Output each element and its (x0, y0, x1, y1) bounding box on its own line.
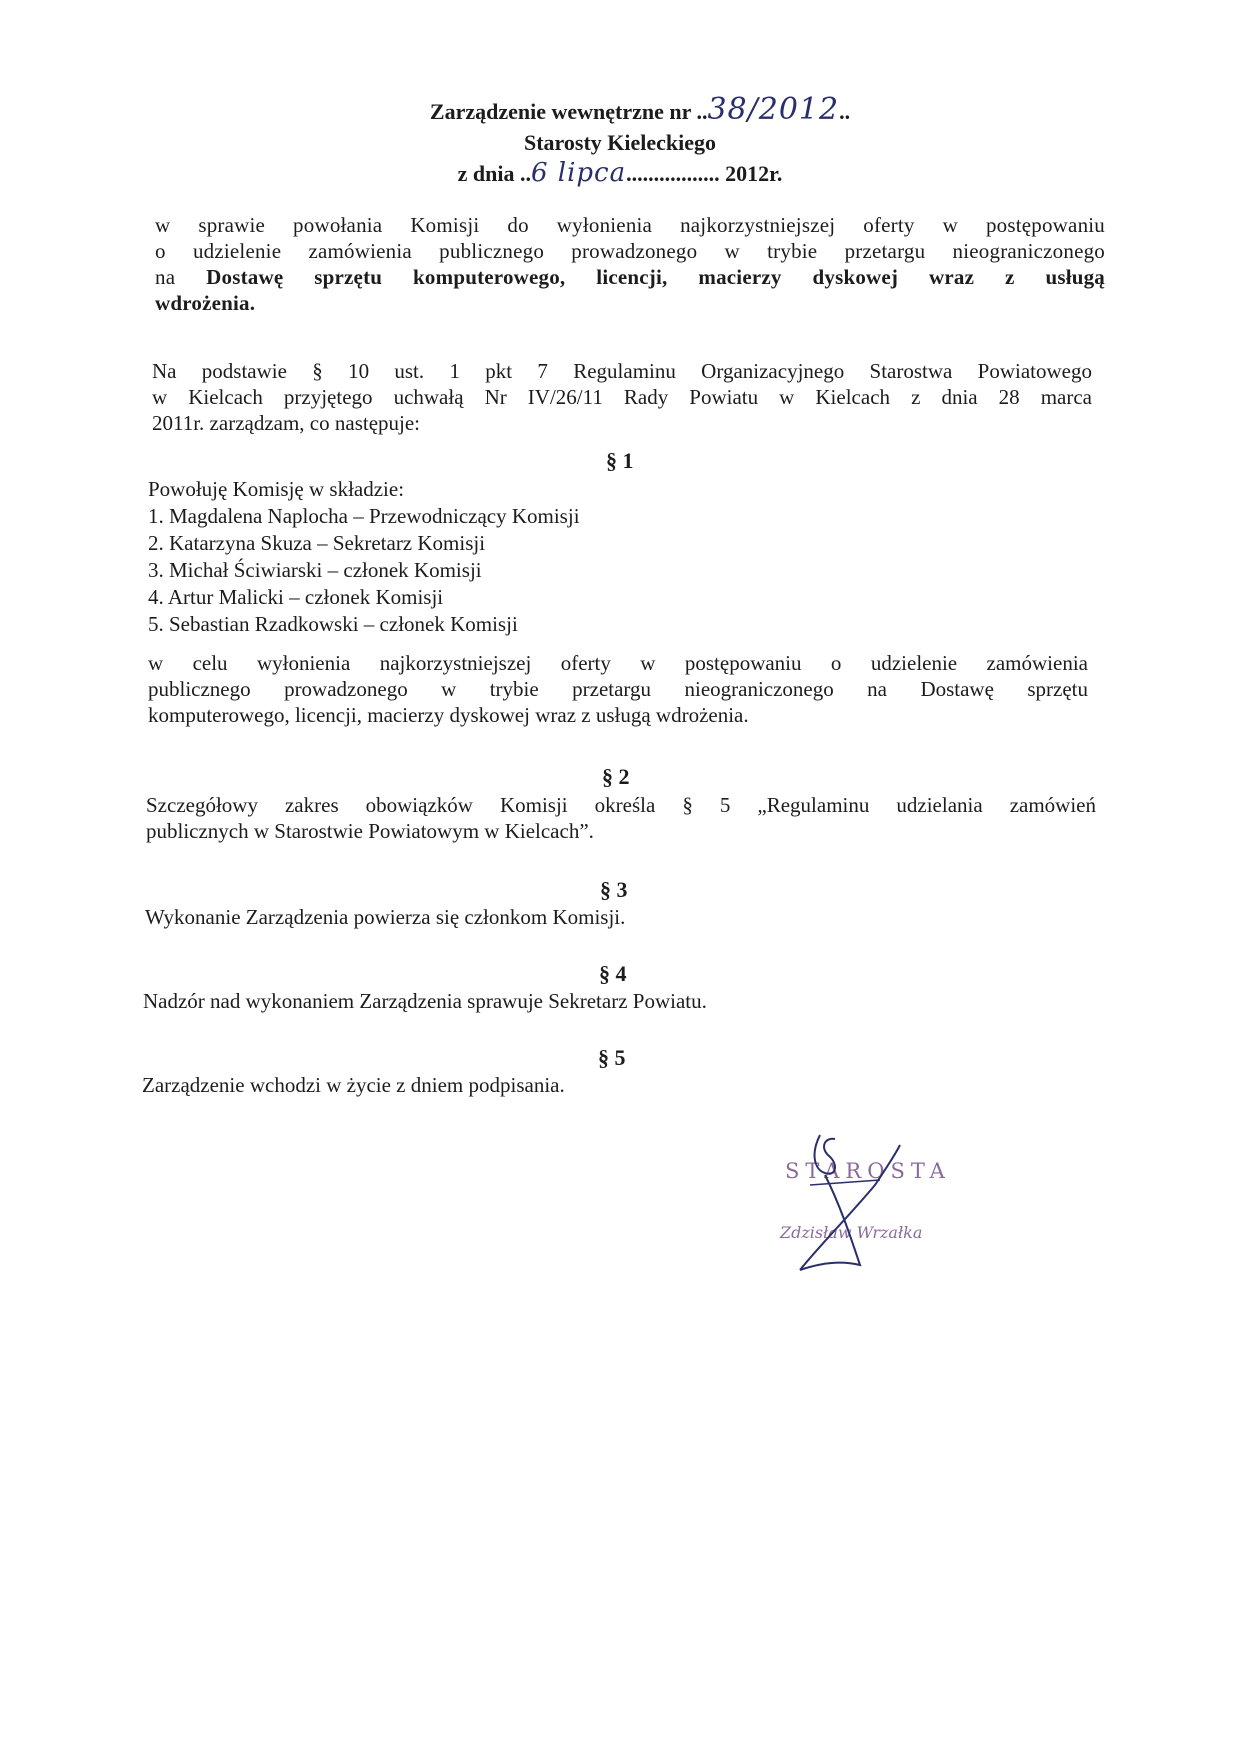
list-item: 4. Artur Malicki – członek Komisji (148, 585, 444, 609)
section-1-heading: § 1 (606, 448, 634, 473)
section-5-text: Zarządzenie wchodzi w życie z dniem podpisania. (142, 1073, 565, 1097)
subject-line-4: wdrożenia. (155, 291, 256, 315)
purpose-line-3: komputerowego, licencji, macierzy dyskowej wraz z usługą wdrożenia. (148, 703, 749, 727)
stamp-title: STAROSTA (785, 1159, 951, 1183)
basis-line-1: Na podstawie § 10 ust. 1 pkt 7 Regulaminu Organizacyjnego Starostwa Powiatowego (152, 359, 1092, 383)
subject-paragraph (155, 212, 1105, 316)
section-5-heading: § 5 (598, 1045, 626, 1070)
title-suffix: .. (839, 99, 851, 124)
basis-line-3: 2011r. zarządzam, co następuje: (152, 411, 421, 435)
section-4-heading: § 4 (599, 961, 627, 986)
subject-line-3 (155, 264, 1105, 290)
section-2-line-1: Szczegółowy zakres obowiązków Komisji określa § 5 „Regulaminu udzielania zamówień (146, 793, 1096, 817)
handwritten-date: 6 lipca (530, 158, 627, 188)
list-item: 1. Magdalena Naplocha – Przewodniczący Komisji (148, 504, 580, 528)
section-2-paragraph (146, 792, 1096, 844)
title-prefix: Zarządzenie wewnętrzne nr .. (429, 99, 708, 124)
official-stamp (780, 1125, 980, 1275)
section-3-heading: § 3 (600, 877, 628, 902)
basis-line-2: w Kielcach przyjętego uchwałą Nr IV/26/11 Rady Powiatu w Kielcach z dnia 28 marca (152, 385, 1092, 409)
list-item: 3. Michał Ściwiarski – członek Komisji (148, 558, 482, 582)
committee-intro: Powołuję Komisję w składzie: (148, 477, 405, 501)
stamp-name: Zdzisław Wrzałka (780, 1223, 923, 1242)
section-2-heading: § 2 (602, 764, 630, 789)
purpose-line-1: w celu wyłonienia najkorzystniejszej oferty w postępowaniu o udzielenie zamówienia (148, 651, 1088, 675)
subject-line-2: o udzielenie zamówienia publicznego prowadzonego w trybie przetargu nieograniczonego (155, 239, 1105, 263)
committee-list (148, 476, 580, 638)
document-title (20, 92, 1240, 127)
date-line (0, 158, 1240, 188)
list-item: 2. Katarzyna Skuza – Sekretarz Komisji (148, 531, 486, 555)
section-4-text: Nadzór nad wykonaniem Zarządzenia sprawuje Sekretarz Powiatu. (143, 989, 707, 1013)
subject-line-3-prefix: na (155, 265, 207, 289)
subject-line-3-bold: Dostawę sprzętu komputerowego, licencji, macierzy dyskowej wraz z usługą (206, 265, 1106, 289)
issuer-line: Starosty Kieleckiego (523, 130, 717, 155)
date-suffix: ................. 2012r. (626, 161, 783, 186)
section-3-text: Wykonanie Zarządzenia powierza się członkom Komisji. (145, 905, 626, 929)
purpose-paragraph (148, 650, 1088, 728)
section-2-line-2: publicznych w Starostwie Powiatowym w Kielcach”. (146, 819, 594, 843)
subject-line-1: w sprawie powołania Komisji do wyłonienia najkorzystniejszej oferty w postępowaniu (155, 213, 1105, 237)
date-prefix: z dnia .. (457, 161, 531, 186)
handwritten-signature (780, 1125, 980, 1275)
legal-basis-paragraph (152, 358, 1092, 436)
handwritten-number: 38/2012 (707, 92, 840, 127)
list-item: 5. Sebastian Rzadkowski – członek Komisji (148, 612, 518, 636)
purpose-line-2: publicznego prowadzonego w trybie przetargu nieograniczonego na Dostawę sprzętu (148, 677, 1088, 701)
